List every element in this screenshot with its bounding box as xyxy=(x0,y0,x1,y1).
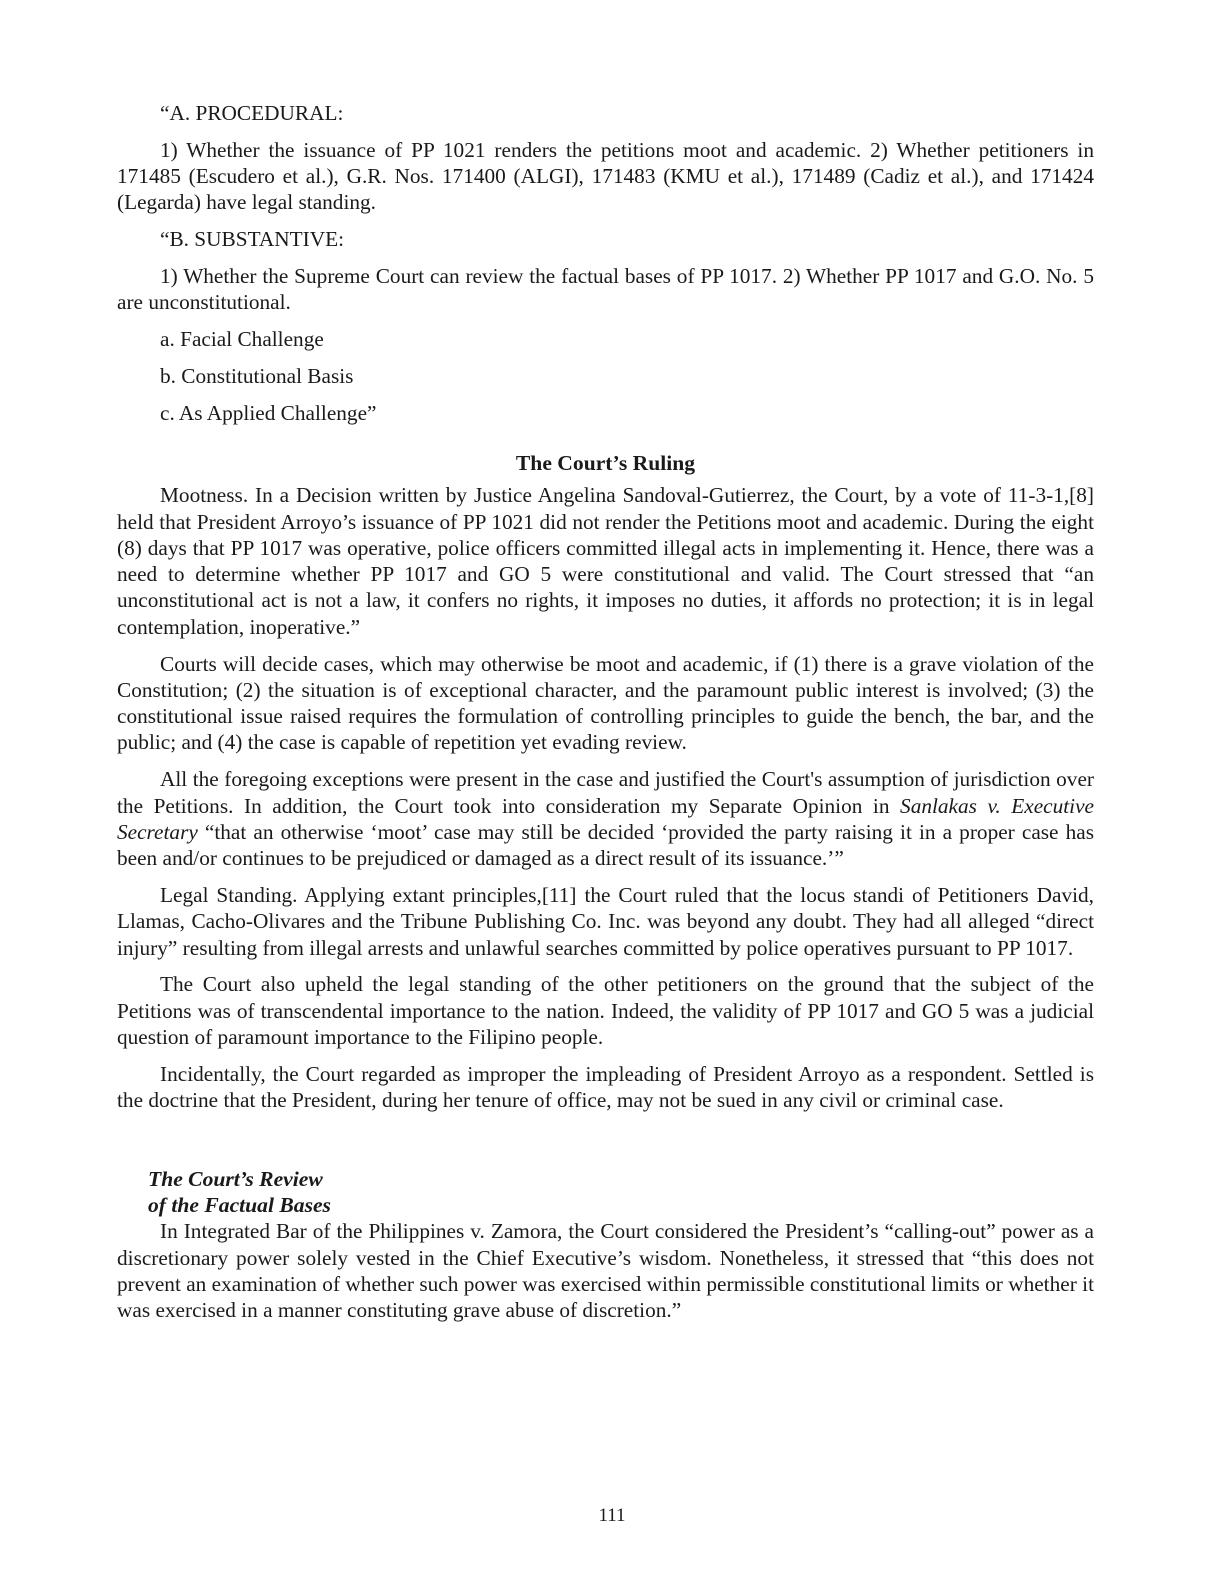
procedural-label: “A. PROCEDURAL: xyxy=(160,101,344,125)
document-page xyxy=(117,100,1094,1334)
issue-item-c: c. As Applied Challenge” xyxy=(160,400,377,425)
foregoing-text-start: All the foregoing exceptions were present in the case and justified the Court's assumption of jurisdiction over the Petitions. In addition, the Court took into consideration my Separate Opinion in xyxy=(117,767,1094,818)
issue-item-a: a. Facial Challenge xyxy=(160,327,324,352)
case-citation-sanlakas: Sanlakas v. Executive Secretary xyxy=(117,793,1094,844)
ibp-zamora-paragraph: In Integrated Bar of the Philippines v. Zamora, the Court considered the President’s “calling-out” power as a discretionary power solely vested in the Chief Executive’s wisdom. Nonetheless, it stressed that “this does not prevent an examination of whether such power was exercised within permissible constitutional limits or whether it was exercised in a manner constituting grave abuse of discretion.” xyxy=(117,1219,1094,1323)
substantive-issues-paragraph: 1) Whether the Supreme Court can review the factual bases of PP 1017. 2) Whether PP 1017 and G.O. No. 5 are unconstitutional. xyxy=(117,263,1094,315)
substantive-label: “B. SUBSTANTIVE: xyxy=(160,227,345,252)
president-immunity-paragraph: Incidentally, the Court regarded as improper the impleading of President Arroyo as a respondent. Settled is the doctrine that the President, during her tenure of office, may not be sued in any civil or criminal case. xyxy=(117,1061,1094,1112)
issue-item-b: b. Constitutional Basis xyxy=(160,363,354,388)
factual-bases-heading-line1: The Court’s Review xyxy=(148,1167,323,1192)
transcendental-importance-paragraph: The Court also upheld the legal standing of the other petitioners on the ground that the subject of the Petitions was of transcendental importance to the nation. Indeed, the validity of PP 1017 and GO 5 was a judicial question of paramount importance to the Filipino people. xyxy=(117,972,1094,1049)
procedural-issues-paragraph: 1) Whether the issuance of PP 1021 renders the petitions moot and academic. 2) Whether petitioners in 171485 (Escudero et al.), G.R. Nos. 171400 (ALGI), 171483 (KMU et al.), 171489 (Cadiz et al.), and 171424 (Legarda) have legal standing. xyxy=(117,137,1094,215)
mootness-paragraph: Mootness. In a Decision written by Justice Angelina Sandoval-Gutierrez, the Court, by a vote of 11-3-1,[8] held that President Arroyo’s issuance of PP 1021 did not render the Petitions moot and academic. During the eight (8) days that PP 1017 was operative, police officers committed illegal acts in implementing it. Hence, there was a need to determine whether PP 1017 and GO 5 were constitutional and valid. The Court stressed that “an unconstitutional act is not a law, it confers no rights, it imposes no duties, it affords no protection; it is in legal contemplation, inoperative.” xyxy=(117,483,1094,639)
factual-bases-heading-line2: of the Factual Bases xyxy=(148,1193,331,1218)
factual-bases-heading xyxy=(148,1166,1094,1218)
ruling-heading: The Court’s Ruling xyxy=(515,450,696,475)
legal-standing-paragraph: Legal Standing. Applying extant principles,[11] the Court ruled that the locus standi of Petitioners David, Llamas, Cacho-Olivares and the Tribune Publishing Co. Inc. was beyond any doubt. They had all alleged “direct injury” resulting from illegal arrests and unlawful searches committed by police operatives pursuant to PP 1017. xyxy=(117,882,1094,960)
foregoing-paragraph xyxy=(117,766,1094,871)
foregoing-text-end: “that an otherwise ‘moot’ case may still be decided ‘provided the party raising it in a proper case has been and/or continues to be prejudiced or damaged as a direct result of its issuance.’” xyxy=(117,819,1094,871)
page-number: 111 xyxy=(598,1505,626,1526)
exceptions-paragraph: Courts will decide cases, which may otherwise be moot and academic, if (1) there is a grave violation of the Constitution; (2) the situation is of exceptional character, and the paramount public interest is involved; (3) the constitutional issue raised requires the formulation of controlling principles to guide the bench, the bar, and the public; and (4) the case is capable of repetition yet evading review. xyxy=(117,651,1094,755)
